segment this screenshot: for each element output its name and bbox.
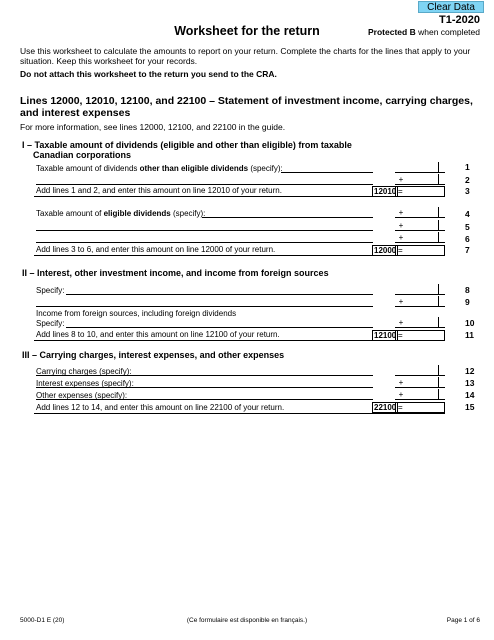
equals-sign: = [398, 187, 403, 196]
line-code-12100: 12100 [374, 331, 397, 340]
line10-label-line2: Specify: [36, 319, 65, 328]
line-number-10: 10 [465, 318, 475, 328]
line-number-5: 5 [465, 222, 470, 232]
line5-amount-field[interactable] [395, 220, 445, 231]
cents-divider [438, 377, 439, 388]
line2-amount-field[interactable] [395, 174, 445, 185]
line-number-2: 2 [465, 175, 470, 185]
line4-label [36, 209, 205, 218]
line-number-9: 9 [465, 297, 470, 307]
part3-heading: III – Carrying charges, interest expenses, and other expenses [22, 350, 285, 360]
line8-amount-field[interactable] [395, 284, 445, 295]
line12-underline [36, 375, 373, 376]
part1-heading-line2: Canadian corporations [33, 150, 132, 160]
line4-specify-field[interactable] [202, 217, 373, 218]
line10-amount-field[interactable] [395, 317, 445, 328]
line12-amount-field[interactable] [395, 365, 445, 376]
part1-heading [22, 140, 352, 160]
french-availability-note: (Ce formulaire est disponible en français.) [186, 617, 308, 624]
line1-label-post: (specify): [248, 164, 283, 173]
warning-text: Do not attach this worksheet to the return you send to the CRA. [20, 69, 277, 79]
form-code: 5000-D1 E (20) [20, 617, 65, 624]
line15-label: Add lines 12 to 14, and enter this amount on line 22100 of your return. [36, 403, 285, 412]
line2-specify-field[interactable] [36, 184, 373, 185]
page-number: Page 1 of 6 [446, 617, 480, 624]
line-code-12010: 12010 [374, 187, 397, 196]
line14-underline [36, 399, 373, 400]
protected-label: Protected B [368, 27, 416, 37]
part1-heading-line1: I – Taxable amount of dividends (eligible and other than eligible) from taxable [22, 140, 352, 150]
cents-divider [438, 296, 439, 307]
more-info-text: For more information, see lines 12000, 12100, and 22100 in the guide. [20, 122, 286, 132]
cents-divider [438, 365, 439, 376]
line-number-3: 3 [465, 186, 470, 196]
plus-sign: + [398, 378, 404, 387]
line14-amount-field[interactable] [395, 389, 445, 400]
line10-specify-field[interactable] [66, 327, 373, 328]
line-number-1: 1 [465, 162, 470, 172]
line4-label-post: (specify): [170, 209, 206, 218]
line-number-12: 12 [465, 366, 475, 376]
line14-label: Other expenses (specify): [36, 391, 128, 400]
line1-specify-field[interactable] [281, 172, 373, 173]
line4-label-bold: eligible dividends [103, 209, 171, 218]
line7-total-field[interactable] [395, 245, 445, 256]
equals-sign: = [398, 331, 403, 340]
line1-amount-field[interactable] [395, 162, 445, 173]
plus-sign: + [398, 390, 404, 399]
plus-sign: + [398, 175, 404, 184]
clear-data-button[interactable]: Clear Data [418, 1, 484, 13]
line1-label-bold: other than eligible dividends [139, 164, 249, 173]
line7-label: Add lines 3 to 6, and enter this amount on line 12000 of your return. [36, 245, 276, 254]
line-number-15: 15 [465, 402, 475, 412]
line-number-6: 6 [465, 234, 470, 244]
line1-label-pre: Taxable amount of dividends [36, 164, 140, 173]
cents-divider [438, 174, 439, 185]
line11-label: Add lines 8 to 10, and enter this amount on line 12100 of your return. [36, 330, 280, 339]
cents-divider [438, 317, 439, 328]
line-number-13: 13 [465, 378, 475, 388]
equals-sign: = [398, 403, 403, 412]
line13-label: Interest expenses (specify): [36, 379, 134, 388]
cents-divider [438, 284, 439, 295]
line11-total-field[interactable] [395, 330, 445, 341]
plus-sign: + [398, 233, 404, 242]
equals-sign: = [398, 246, 403, 255]
line8-label: Specify: [36, 286, 65, 295]
line-code-12000: 12000 [374, 246, 397, 255]
line-code-22100: 22100 [374, 403, 397, 412]
line4-amount-field[interactable] [395, 207, 445, 218]
line13-underline [36, 387, 373, 388]
part2-heading: II – Interest, other investment income, and income from foreign sources [22, 268, 329, 278]
cents-divider [438, 232, 439, 243]
plus-sign: + [398, 297, 404, 306]
line9-amount-field[interactable] [395, 296, 445, 307]
line8-specify-field[interactable] [66, 294, 373, 295]
line3-label: Add lines 1 and 2, and enter this amount on line 12010 of your return. [36, 186, 282, 195]
line-number-7: 7 [465, 245, 470, 255]
page-title: Worksheet for the return [174, 24, 320, 38]
line6-specify-field[interactable] [36, 242, 373, 243]
line13-amount-field[interactable] [395, 377, 445, 388]
line15-total-field[interactable] [395, 402, 445, 413]
line4-label-pre: Taxable amount of [36, 209, 104, 218]
line10-label [36, 309, 236, 329]
line10-label-line1: Income from foreign sources, including foreign dividends [36, 309, 237, 318]
line6-amount-field[interactable] [395, 232, 445, 243]
cents-divider [438, 162, 439, 173]
section-heading: Lines 12000, 12010, 12100, and 22100 – Statement of investment income, carrying charges, and interest expenses [20, 95, 473, 119]
line1-label [36, 164, 283, 173]
line3-total-field[interactable] [395, 186, 445, 197]
line-number-14: 14 [465, 390, 475, 400]
line9-specify-field[interactable] [36, 306, 373, 307]
plus-sign: + [398, 221, 404, 230]
cents-divider [438, 207, 439, 218]
line12-label: Carrying charges (specify): [36, 367, 132, 376]
line-number-11: 11 [465, 330, 474, 340]
plus-sign: + [398, 318, 404, 327]
line-number-4: 4 [465, 209, 470, 219]
plus-sign: + [398, 208, 404, 217]
cents-divider [438, 220, 439, 231]
form-number: T1-2020 [439, 14, 480, 26]
divider [34, 413, 445, 414]
intro-text: Use this worksheet to calculate the amounts to report on your return. Complete the charts for the lines that apply to your situation. Keep this worksheet for your records. [20, 46, 471, 66]
line-number-8: 8 [465, 285, 470, 295]
line5-specify-field[interactable] [36, 230, 373, 231]
protected-suffix: when completed [415, 27, 480, 37]
cents-divider [438, 389, 439, 400]
